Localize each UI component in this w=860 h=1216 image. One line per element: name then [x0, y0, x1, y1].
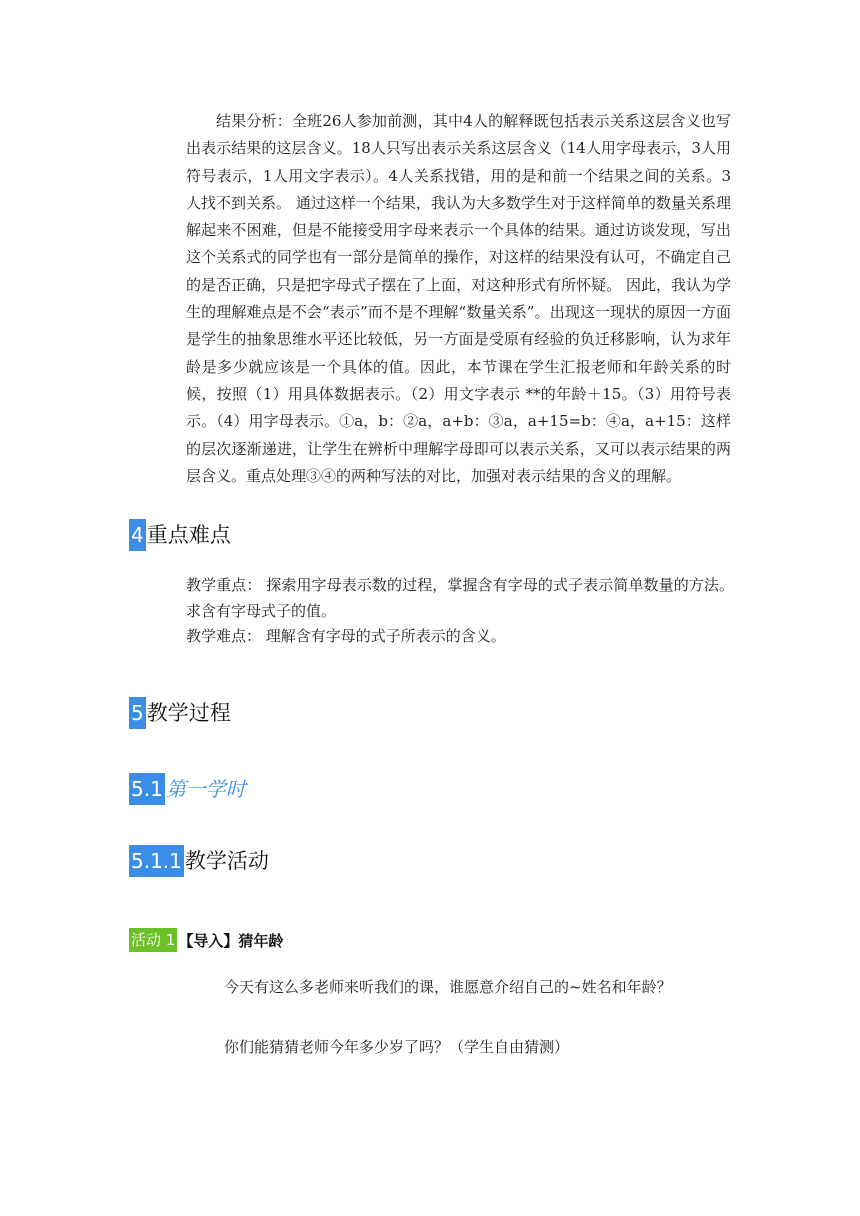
- section-number: 5: [129, 697, 146, 729]
- heading-first-period: [129, 773, 246, 805]
- heading-key-points: [129, 519, 231, 551]
- activity-title: 【导入】猜年龄: [178, 931, 284, 950]
- heading-teaching-activities: [129, 845, 269, 877]
- activity-line-2: 你们能猜猜老师今年多少岁了吗？（学生自由猜测）: [224, 1038, 570, 1056]
- section-number: 5.1: [129, 773, 165, 805]
- section-title: 第一学时: [165, 777, 246, 801]
- difficulty-text: 教学难点： 理解含有字母的式子所表示的含义。: [186, 627, 506, 645]
- section-title: 教学活动: [184, 849, 269, 873]
- section-number: 4: [129, 519, 146, 551]
- section-title: 重点难点: [146, 523, 231, 547]
- activity-line-1: 今天有这么多老师来听我们的课，谁愿意介绍自己的~姓名和年龄？: [224, 978, 672, 996]
- analysis-paragraph: 结果分析：全班26人参加前测，其中4人的解释既包括表示关系这层含义也写出表示结果的这层含义。18人只写出表示关系这层含义（14人用字母表示，3人用符号表示，1人用文字表示）。4人关系找错，用的是和前一个结果之间的关系。3人找不到关系。 通过这样一个结果，我认为大多数学生对于这样简单的数量关系理解起来不困难，但是不能接受用字母来表示一个具体的结果。通过访谈发现，写出这个关系式的同学也有一部分是简单的操作，对这样的结果没有认可，不确定自己的是否正确，只是把字母式子摆在了上面，对这种形式有所怀疑。 因此，我认为学生的理解难点是不会“表示”而不是不理解“数量关系”。出现这一现状的原因一方面是学生的抽象思维水平还比较低，另一方面是受原有经验的负迁移影响，认为求年龄是多少就应该是一个具体的值。因此，本节课在学生汇报老师和年龄关系的时候，按照（1）用具体数据表示。（2）用文字表示 **的年龄＋15。（3）用符号表示。（4）用字母表示。①a，b：②a，a+b：③a，a+15=b：④a，a+15：这样的层次逐渐递进，让学生在辨析中理解字母即可以表示关系，又可以表示结果的两层含义。重点处理③④的两种写法的对比，加强对表示结果的含义的理解。: [186, 112, 731, 485]
- key-point-text: 教学重点： 探索用字母表示数的过程，掌握含有字母的式子表示简单数量的方法。求含有字母式子的值。: [186, 576, 734, 620]
- heading-teaching-process: [129, 697, 231, 729]
- activity-heading: [129, 928, 283, 952]
- section-title: 教学过程: [146, 701, 231, 725]
- activity-tag: 活动 1: [129, 928, 177, 952]
- section-number: 5.1.1: [129, 845, 184, 877]
